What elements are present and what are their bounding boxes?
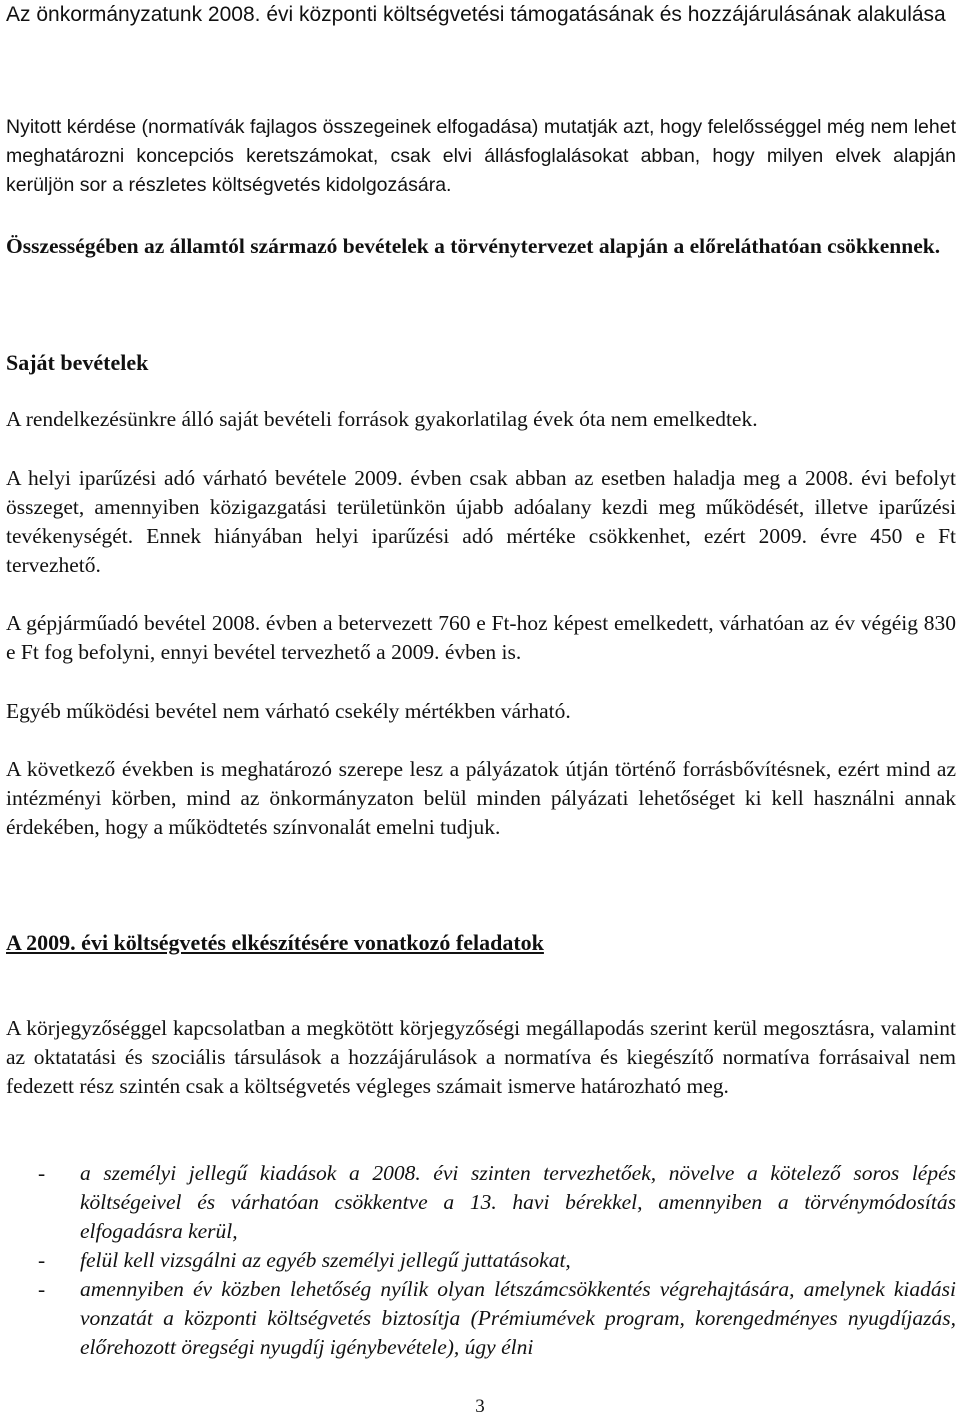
dash-bullet: - <box>38 1161 46 1185</box>
own-revenue-paragraph: A rendelkezésünkre álló saját bevételi források gyakorlatilag évek óta nem emelkedtek. <box>6 407 758 431</box>
notary-paragraph: A körjegyzőséggel kapcsolatban a megkötött körjegyzőségi megállapodás szerint kerül megosztásra, valamint az oktatatási és szociális társulások a hozzájárulások a normatíva és kiegészítő normatíva forrásaival nem fedezett rész szintén csak a költségvetés végleges számait ismerve határozható meg. <box>6 1016 956 1098</box>
list-item <box>38 1159 956 1246</box>
page-number: 3 <box>475 1396 485 1417</box>
task-list <box>38 1159 956 1362</box>
tasks-heading: A 2009. évi költségvetés elkészítésére vonatkozó feladatok <box>6 930 544 955</box>
summary-paragraph: Összességében az államtól származó bevételek a törvénytervezet alapján a előreláthatóan csökkennek. <box>6 234 941 258</box>
vehicle-tax-paragraph: A gépjárműadó bevétel 2008. évben a betervezett 760 e Ft-hoz képest emelkedett, várhatóan az év végéig 830 e Ft fog befolyni, ennyi bevétel tervezhető a 2009. évben is. <box>6 611 956 664</box>
dash-bullet: - <box>38 1277 46 1301</box>
other-revenue-paragraph: Egyéb működési bevétel nem várható csekély mértékben várható. <box>6 699 571 723</box>
list-item <box>38 1275 956 1362</box>
list-item-text: a személyi jellegű kiadások a 2008. évi szinten tervezhetőek, növelve a kötelező soros lépés költségeivel és várhatóan csökkentve a 13. havi bérekkel, amennyiben a törvénymódosítás elfogadásra kerül, <box>80 1161 956 1243</box>
list-item-text: amennyiben év közben lehetőség nyílik olyan létszámcsökkentés végrehajtására, amelynek kiadási vonzatát a központi költségvetés biztosítja (Prémiumévek program, korengedményes nyugdíjazás, előrehozott öregségi nyugdíj igénybevétele), úgy élni <box>80 1277 956 1359</box>
tenders-paragraph: A következő években is meghatározó szerepe lesz a pályázatok útján történő forrásbővítésnek, ezért mind az intézményi körben, mind az önkormányzaton belül minden pályázati lehetőséget ki kell használni annak érdekében, hogy a működtetés színvonalát emelni tudjuk. <box>6 757 956 839</box>
dash-bullet: - <box>38 1248 46 1272</box>
page-title: Az önkormányzatunk 2008. évi központi költségvetési támogatásának és hozzájárulásának alakulása <box>6 3 946 26</box>
own-revenue-heading: Saját bevételek <box>6 350 149 375</box>
intro-paragraph: Nyitott kérdése (normatívák fajlagos összegeinek elfogadása) mutatják azt, hogy felelősséggel még nem lehet meghatározni koncepciós keretszámokat, csak elvi állásfoglalásokat abban, hogy milyen elvek alapján kerüljön sor a részletes költségvetés kidolgozására. <box>6 116 956 196</box>
list-item-text: felül kell vizsgálni az egyéb személyi jellegű juttatásokat, <box>80 1248 571 1272</box>
list-item <box>38 1246 956 1275</box>
business-tax-paragraph: A helyi iparűzési adó várható bevétele 2009. évben csak abban az esetben haladja meg a 2008. évi befolyt összeget, amennyiben közigazgatási területünkön újabb adóalany kezdi meg működését, illetve iparűzési tevékenységét. Ennek hiányában helyi iparűzési adó mértéke csökkenhet, ezért 2009. évre 450 e Ft tervezhető. <box>6 466 956 577</box>
